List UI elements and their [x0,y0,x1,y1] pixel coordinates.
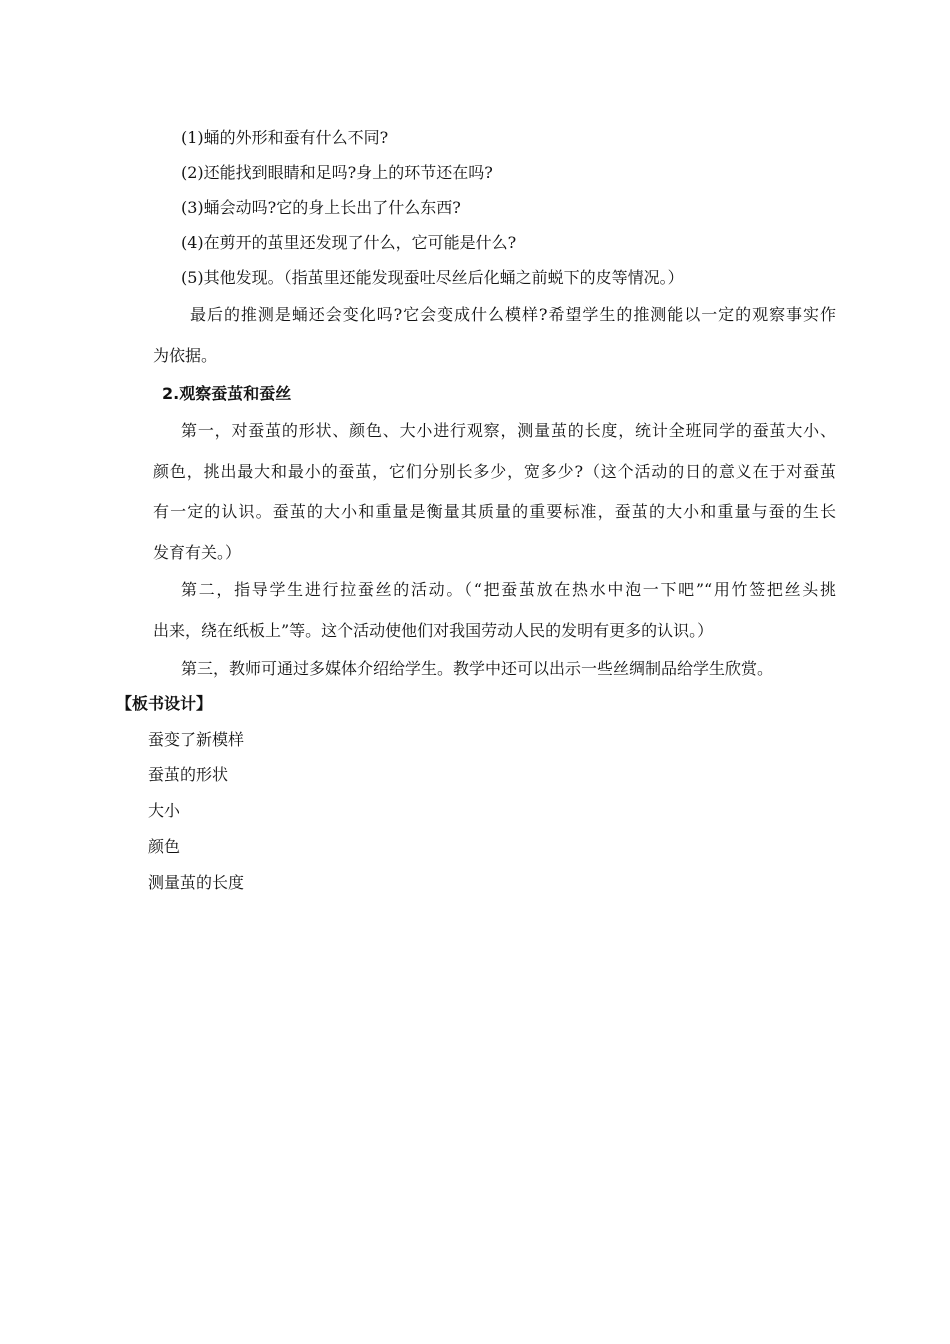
section-heading: 2.观察蚕茧和蚕丝 [162,384,292,403]
first-para-line-4: 发育有关。） [153,543,242,562]
board-item-1: 蚕变了新模样 [148,730,245,749]
question-1: (1)蛹的外形和蚕有什么不同? [181,128,389,147]
first-para-line-1: 第一，对蚕茧的形状、颜色、大小进行观察，测量茧的长度，统计全班同学的蚕茧大小、 [181,421,836,440]
board-item-3: 大小 [148,801,181,820]
board-item-5: 测量茧的长度 [148,873,245,892]
second-para-line-1: 第二，指导学生进行拉蚕丝的活动。（“把蚕茧放在热水中泡一下吧”“用竹签把丝头挑 [181,580,836,599]
board-item-4: 颜色 [148,837,181,856]
second-para-line-2: 出来，绕在纸板上”等。这个活动使他们对我国劳动人民的发明有更多的认识。） [153,621,714,640]
third-para: 第三，教师可通过多媒体介绍给学生。教学中还可以出示一些丝绸制品给学生欣赏。 [181,659,774,678]
first-para-line-2: 颜色，挑出最大和最小的蚕茧，它们分别长多少，宽多少?（这个活动的日的意义在于对蚕茧 [153,462,836,481]
board-item-2: 蚕茧的形状 [148,765,229,784]
question-2: (2)还能找到眼睛和足吗?身上的环节还在吗? [181,163,493,182]
question-4: (4)在剪开的茧里还发现了什么，它可能是什么? [181,233,517,252]
inference-line-1: 最后的推测是蛹还会变化吗?它会变成什么模样?希望学生的推测能以一定的观察事实作 [190,305,836,324]
question-5: (5)其他发现。（指茧里还能发现蚕吐尽丝后化蛹之前蜕下的皮等情况。） [181,268,684,287]
question-3: (3)蛹会动吗?它的身上长出了什么东西? [181,198,461,217]
first-para-line-3: 有一定的认识。蚕茧的大小和重量是衡量其质量的重要标准，蚕茧的大小和重量与蚕的生长 [153,502,836,521]
board-heading: 【板书设计】 [116,694,213,713]
inference-line-2: 为依据。 [153,346,218,365]
